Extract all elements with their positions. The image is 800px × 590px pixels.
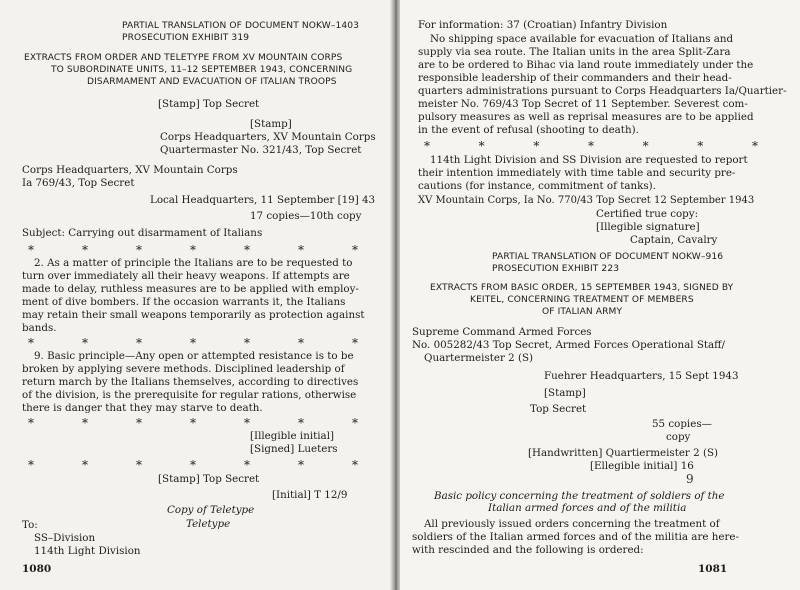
local-headquarters-date: Local Headquarters, 11 September [19] 43 xyxy=(150,194,376,206)
teletype-title: Teletype xyxy=(186,518,231,530)
supreme-command-line: Supreme Command Armed Forces xyxy=(412,326,592,338)
illegible-initial: [Illegible initial] xyxy=(250,430,334,442)
captain-title: Captain, Cavalry xyxy=(630,234,718,246)
paragraph-line: supply via sea route. The Italian units in the area Split-Zara xyxy=(418,46,731,58)
paragraph-line: with rescinded and the following is ordered: xyxy=(412,544,644,556)
stamp-label: [Stamp] xyxy=(544,387,586,399)
paragraph-line: may retain their small weapons temporarily as protection against xyxy=(22,309,365,321)
handwritten-note: [Handwritten] Quartiermeister 2 (S) xyxy=(528,447,719,459)
corps-headquarters-line: Corps Headquarters, XV Mountain Corps xyxy=(22,164,238,176)
stamp-label: [Stamp] xyxy=(250,118,292,130)
fuehrer-headquarters-date: Fuehrer Headquarters, 15 Sept 1943 xyxy=(544,370,739,382)
exhibit-heading-line: PROSECUTION EXHIBIT 223 xyxy=(492,264,620,274)
page-number: 1081 xyxy=(698,563,728,575)
paragraph-line: meister No. 769/43 Top Secret of 11 September. Severest com- xyxy=(418,98,748,110)
right-page xyxy=(400,0,800,590)
handwritten-nine: 9 xyxy=(686,472,694,486)
addressee-label: To: xyxy=(22,519,38,531)
paragraph-line: in the event of refusal (shooting to death). xyxy=(418,124,639,136)
information-line: For information: 37 (Croatian) Infantry Division xyxy=(418,19,668,31)
paragraph-line: there is danger that they may starve to death. xyxy=(22,402,263,414)
extracts-title-line: TO SUBORDINATE UNITS, 11–12 SEPTEMBER 1943, CONCERNING xyxy=(51,65,353,75)
extracts-title-line: EXTRACTS FROM BASIC ORDER, 15 SEPTEMBER 1943, SIGNED BY xyxy=(430,283,734,293)
document-heading-line: PARTIAL TRANSLATION OF DOCUMENT NOKW–916 xyxy=(492,252,724,262)
exhibit-heading-line: PROSECUTION EXHIBIT 319 xyxy=(122,33,250,43)
corps-headquarters-line: Corps Headquarters, XV Mountain Corps xyxy=(160,131,376,143)
paragraph-line: ment of dive bombers. If the occasion warrants it, the Italians xyxy=(22,296,346,308)
top-secret-label: Top Secret xyxy=(530,403,587,415)
basic-policy-title: Italian armed forces and of the militia xyxy=(488,502,687,514)
addressee-item: 114th Light Division xyxy=(34,545,141,557)
extracts-title-line: KEITEL, CONCERNING TREATMENT OF MEMBERS xyxy=(470,295,694,305)
paragraph-line: soldiers of the Italian armed forces and of the militia are here- xyxy=(412,531,739,543)
copies-count: copy xyxy=(666,431,691,443)
omission-stars: * * * * * * * xyxy=(28,416,358,430)
paragraph-line: No shipping space available for evacuation of Italians and xyxy=(430,33,734,45)
paragraph-line: 2. As a matter of principle the Italians are to be requested to xyxy=(34,257,353,269)
paragraph-line: broken by applying severe methods. Disciplined leadership of xyxy=(22,363,345,375)
extracts-title-line: DISARMAMENT AND EVACUATION OF ITALIAN TROOPS xyxy=(87,77,337,87)
omission-stars: * * * * * * * xyxy=(424,139,758,153)
certified-copy-label: Certified true copy: xyxy=(596,208,699,220)
basic-policy-title: Basic policy concerning the treatment of soldiers of the xyxy=(434,490,725,502)
paragraph-line: made to delay, ruthless measures are to be applied with employ- xyxy=(22,283,359,295)
paragraph-line: return march by the Italians themselves, according to directives xyxy=(22,376,359,388)
copy-of-teletype-title: Copy of Teletype xyxy=(167,504,255,516)
ia-reference: Ia 769/43, Top Secret xyxy=(22,177,135,189)
reference-number-line: No. 005282/43 Top Secret, Armed Forces Operational Staff/ xyxy=(412,339,725,351)
copies-count: 17 copies—10th copy xyxy=(250,210,362,222)
left-page xyxy=(0,0,392,590)
paragraph-line: quarters administrations pursuant to Corps Headquarters Ia/Quartier- xyxy=(418,85,787,97)
paragraph-line: turn over immediately all their heavy weapons. If attempts are xyxy=(22,270,350,282)
page-number: 1080 xyxy=(22,563,52,575)
extracts-title-line: EXTRACTS FROM ORDER AND TELETYPE FROM XV MOUNTAIN CORPS xyxy=(24,53,343,63)
paragraph-line: responsible leadership of their commanders and their head- xyxy=(418,72,732,84)
stamp-top-secret: [Stamp] Top Secret xyxy=(158,473,260,485)
subject-line: Subject: Carrying out disarmament of Italians xyxy=(22,227,263,239)
quartermeister-line: Quartermeister 2 (S) xyxy=(424,352,534,364)
corps-reference-line: XV Mountain Corps, Ia No. 770/43 Top Secret 12 September 1943 xyxy=(418,195,755,206)
paragraph-line: cautions (for instance, commitment of tanks). xyxy=(418,180,656,192)
paragraph-line: are to be ordered to Bihac via land route immediately under the xyxy=(418,59,754,71)
signature-line: [Signed] Lueters xyxy=(250,443,338,455)
ellegible-initial: [Ellegible initial] 16 xyxy=(590,460,694,472)
omission-stars: * * * * * * * xyxy=(28,458,358,472)
initial-date: [Initial] T 12/9 xyxy=(272,489,348,501)
paragraph-line: bands. xyxy=(22,322,57,334)
omission-stars: * * * * * * * xyxy=(28,336,358,350)
addressee-item: SS–Division xyxy=(34,532,96,544)
extracts-title-line: OF ITALIAN ARMY xyxy=(542,307,623,317)
document-heading-line: PARTIAL TRANSLATION OF DOCUMENT NOKW–1403 xyxy=(122,21,360,31)
paragraph-line: 114th Light Division and SS Division are requested to report xyxy=(430,154,748,166)
quartermaster-reference: Quartermaster No. 321/43, Top Secret xyxy=(160,144,362,156)
stamp-top-secret: [Stamp] Top Secret xyxy=(158,98,260,110)
copies-count: 55 copies— xyxy=(652,418,712,430)
paragraph-line: pulsory measures as well as reprisal measures are to be applied xyxy=(418,111,754,123)
paragraph-line: All previously issued orders concerning the treatment of xyxy=(424,518,720,530)
paragraph-line: 9. Basic principle—Any open or attempted resistance is to be xyxy=(34,350,354,362)
illegible-signature: [Illegible signature] xyxy=(596,221,700,233)
omission-stars: * * * * * * * xyxy=(28,243,358,257)
paragraph-line: their intention immediately with time table and security pre- xyxy=(418,167,736,179)
paragraph-line: of the division, is the prerequisite for regular rations, otherwise xyxy=(22,389,357,401)
